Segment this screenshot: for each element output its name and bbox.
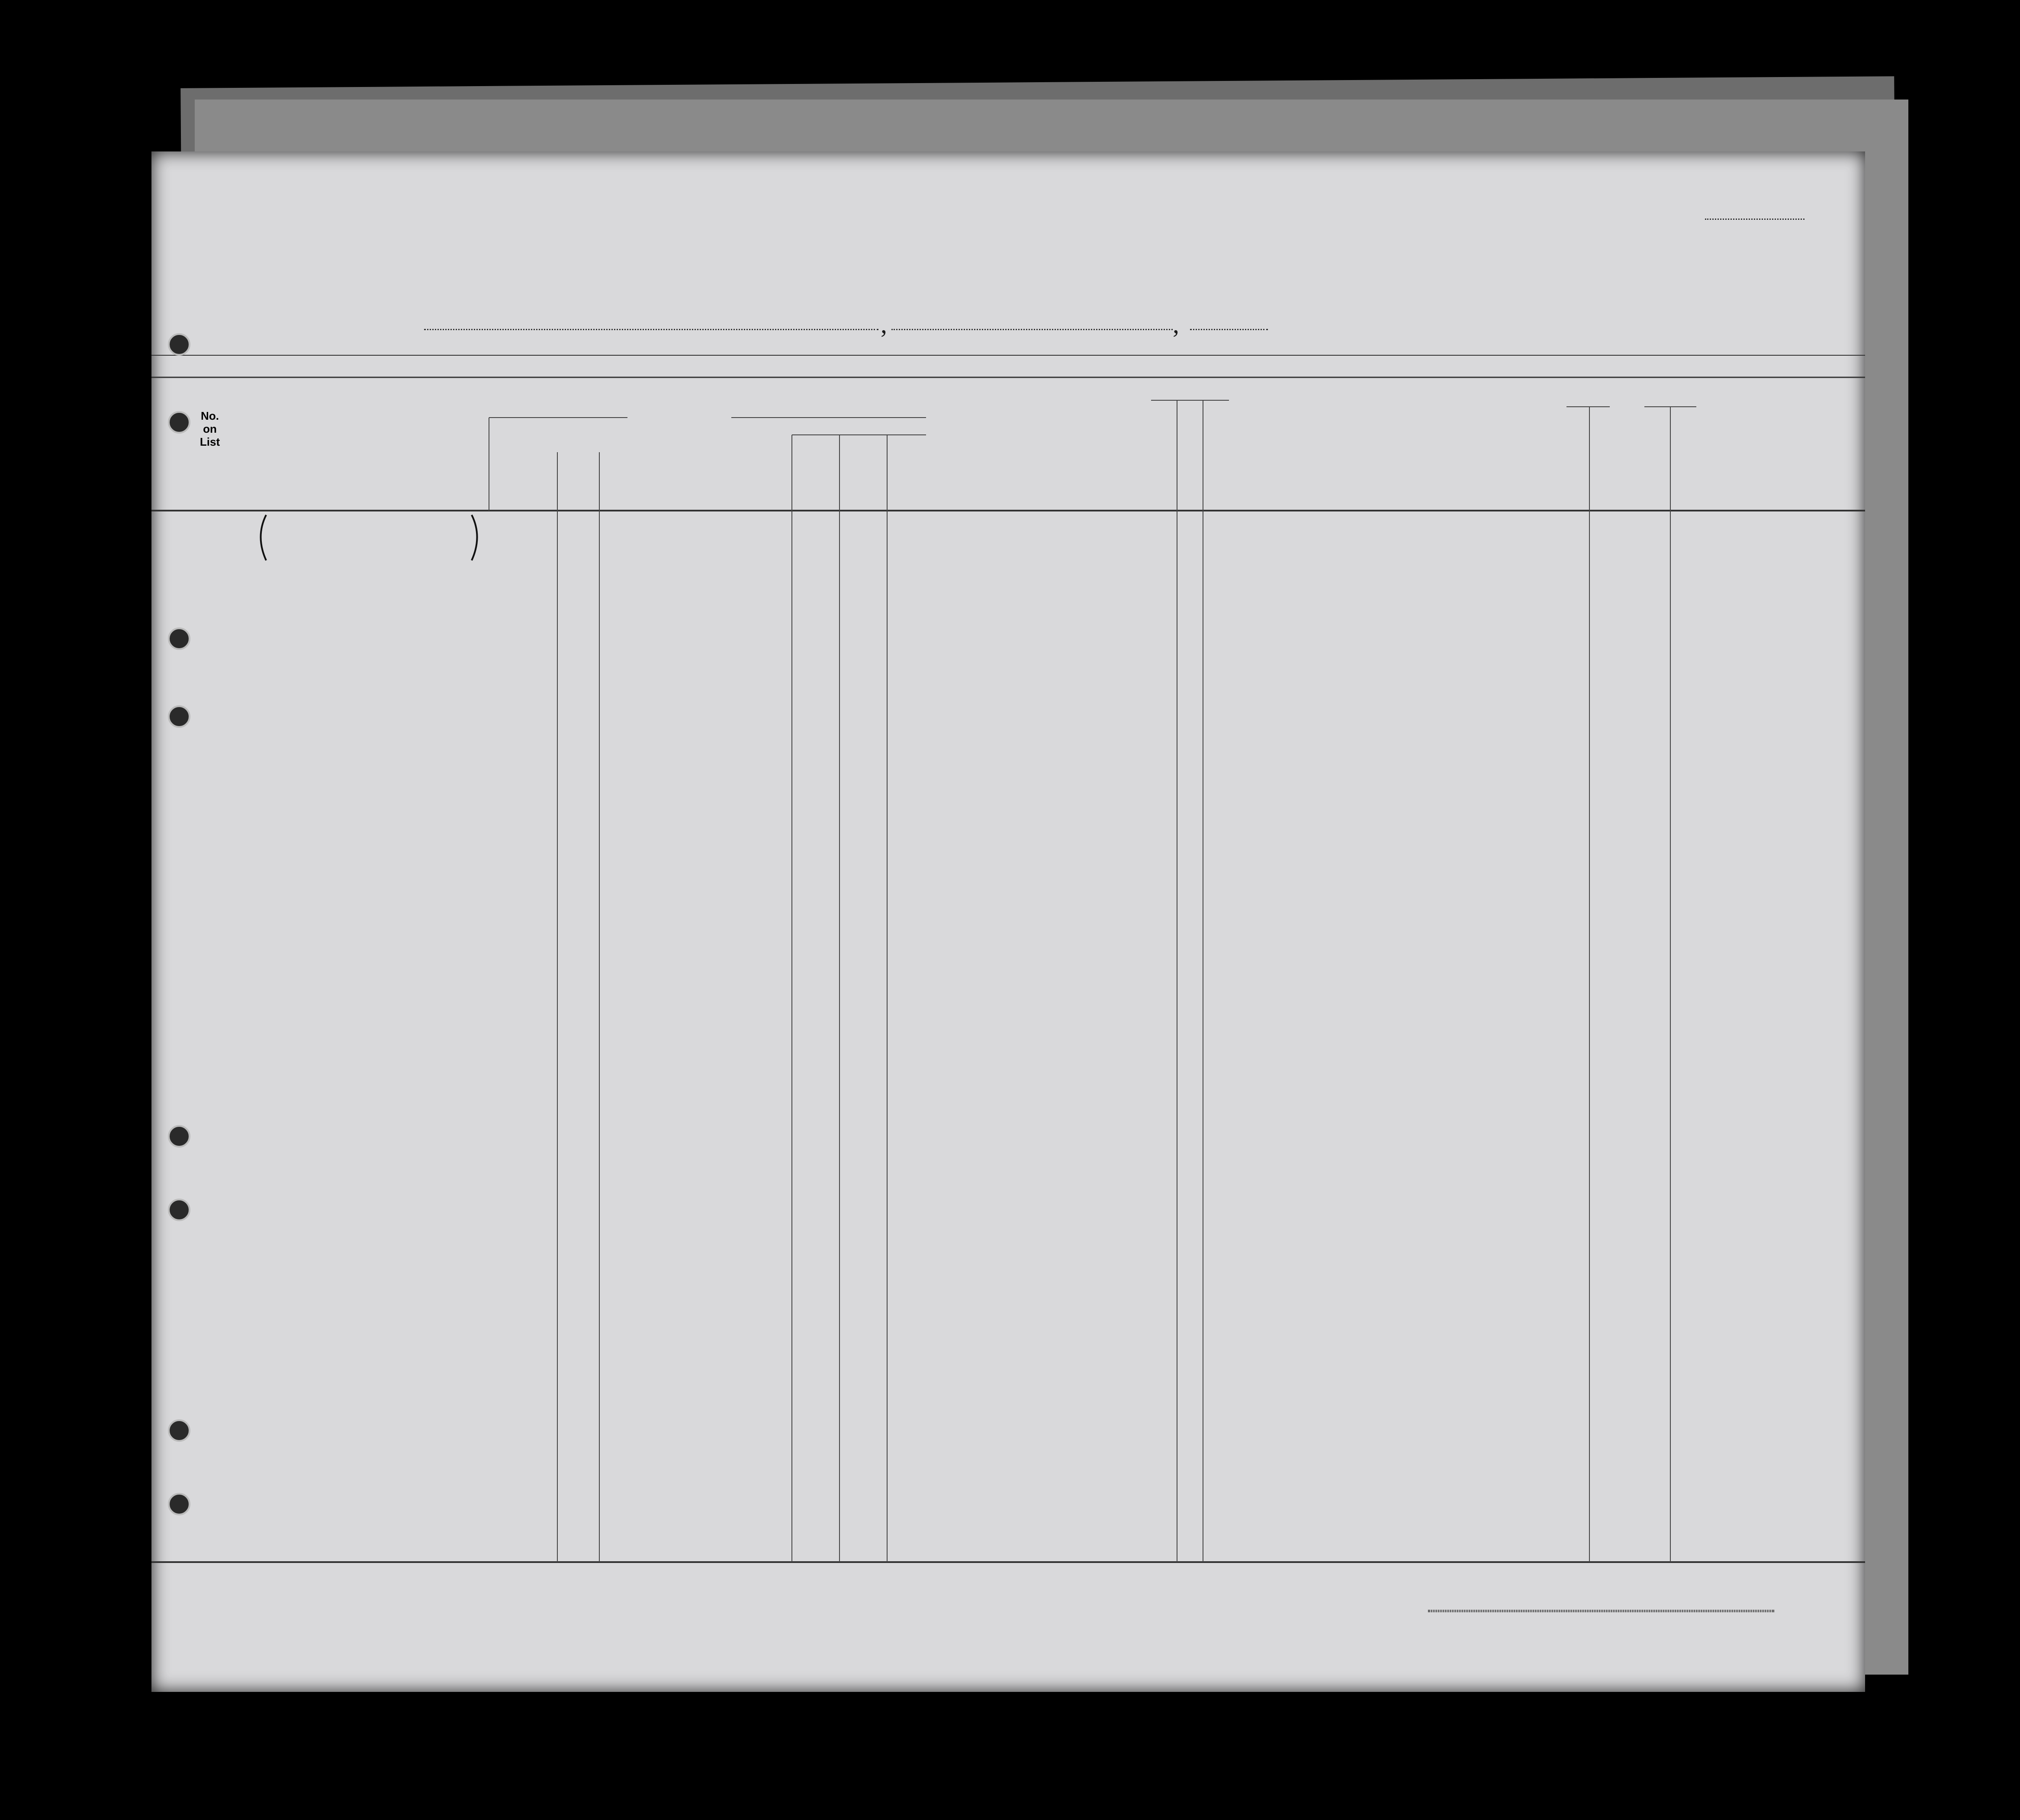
col25-header [1231,381,1272,508]
col27-header [1296,381,1316,508]
manifest-sheet [151,151,1865,1692]
right-bracket [472,515,477,560]
comma-1: , [881,310,887,338]
col20-header [660,402,733,511]
col16-label-1: No. [201,409,219,422]
col26-header [1274,381,1294,508]
col18-header [493,381,623,418]
local-agents-label [1428,1611,1774,1612]
col28-header [1318,381,1365,508]
col24-sub1 [1153,402,1176,508]
col33-header [1506,411,1564,498]
col23-header [943,424,1125,493]
col29-header [1367,381,1404,508]
comma-2: , [1173,310,1179,338]
port-underline [424,329,878,330]
col16-label-2: on [203,422,217,435]
col24-header [1153,381,1227,400]
col22-departure [889,441,924,502]
col31-header [1428,381,1447,508]
left-bracket [261,515,267,560]
punch-hole [168,705,190,728]
col30-header [1406,381,1426,508]
date-underline [891,329,1173,330]
col21-header [733,381,757,511]
subcolumn-lines [489,400,1696,1562]
agents-block [1428,1610,1774,1612]
col19-header [632,381,656,511]
col24-sub3 [1205,402,1228,508]
manifest-table [151,355,1865,1566]
punch-hole [168,1199,190,1221]
punch-hole [168,1493,190,1515]
col17-header [257,402,482,489]
col16-label-3: List [199,435,220,448]
punch-hole [168,1125,190,1148]
punch-hole [168,411,190,434]
col35-header [1611,437,1643,472]
punch-hole [168,1419,190,1442]
col22-period [794,454,837,498]
col32-header [1450,411,1502,498]
punch-hole [168,627,190,650]
col18-foreign [490,422,524,508]
list-underline [1705,219,1804,220]
col22-header [759,381,924,418]
year-underline [1190,329,1268,330]
col24-sub2 [1179,402,1202,508]
punch-hole [168,333,190,356]
col18-usa [528,420,627,450]
col22-yesno [759,441,790,485]
